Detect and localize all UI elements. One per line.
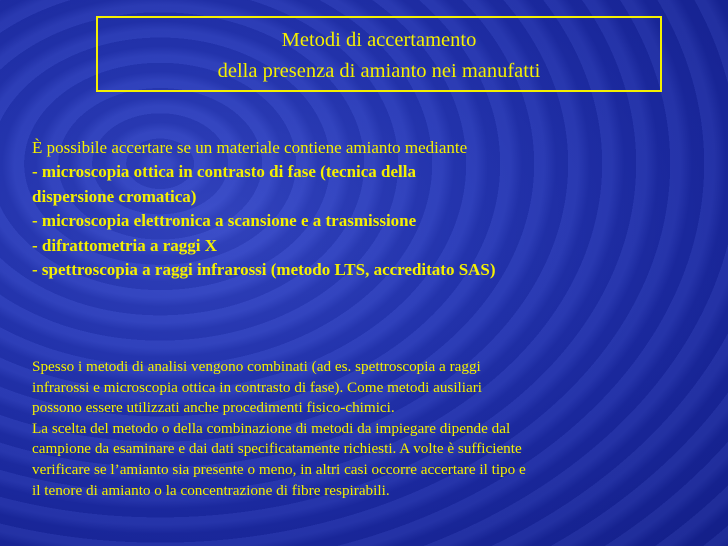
- method-item: - difrattometria a raggi X: [32, 235, 218, 255]
- detail-paragraph: [32, 357, 712, 501]
- detail-line: infrarossi e microscopia ottica in contrasto di fase). Come metodi ausiliari: [32, 378, 483, 396]
- detail-line: il tenore di amianto o la concentrazione di fibre respirabili.: [32, 481, 390, 499]
- slide-title-line-1: Metodi di accertamento: [281, 29, 477, 51]
- intro-lead: È possibile accertare se un materiale contiene amianto mediante: [32, 138, 468, 157]
- method-item: dispersione cromatica): [32, 186, 197, 206]
- detail-line: La scelta del metodo o della combinazione di metodi da impiegare dipende dal: [32, 419, 511, 437]
- detail-line: possono essere utilizzati anche procedimenti fisico-chimici.: [32, 399, 395, 417]
- method-item: - spettroscopia a raggi infrarossi (metodo LTS, accreditato SAS): [32, 260, 496, 280]
- slide-title-box: [96, 16, 662, 92]
- detail-line: campione da esaminare e dai dati specificatamente richiesti. A volte è sufficiente: [32, 440, 522, 458]
- slide-title-line-2: della presenza di amianto nei manufatti: [217, 60, 541, 82]
- intro-paragraph: [32, 136, 712, 282]
- detail-line: Spesso i metodi di analisi vengono combinati (ad es. spettroscopia a raggi: [32, 358, 481, 375]
- method-item: - microscopia ottica in contrasto di fase (tecnica della: [32, 162, 417, 182]
- method-item: - microscopia elettronica a scansione e a trasmissione: [32, 211, 417, 231]
- detail-line: verificare se l’amianto sia presente o meno, in altri casi occorre accertare il tipo e: [32, 460, 526, 478]
